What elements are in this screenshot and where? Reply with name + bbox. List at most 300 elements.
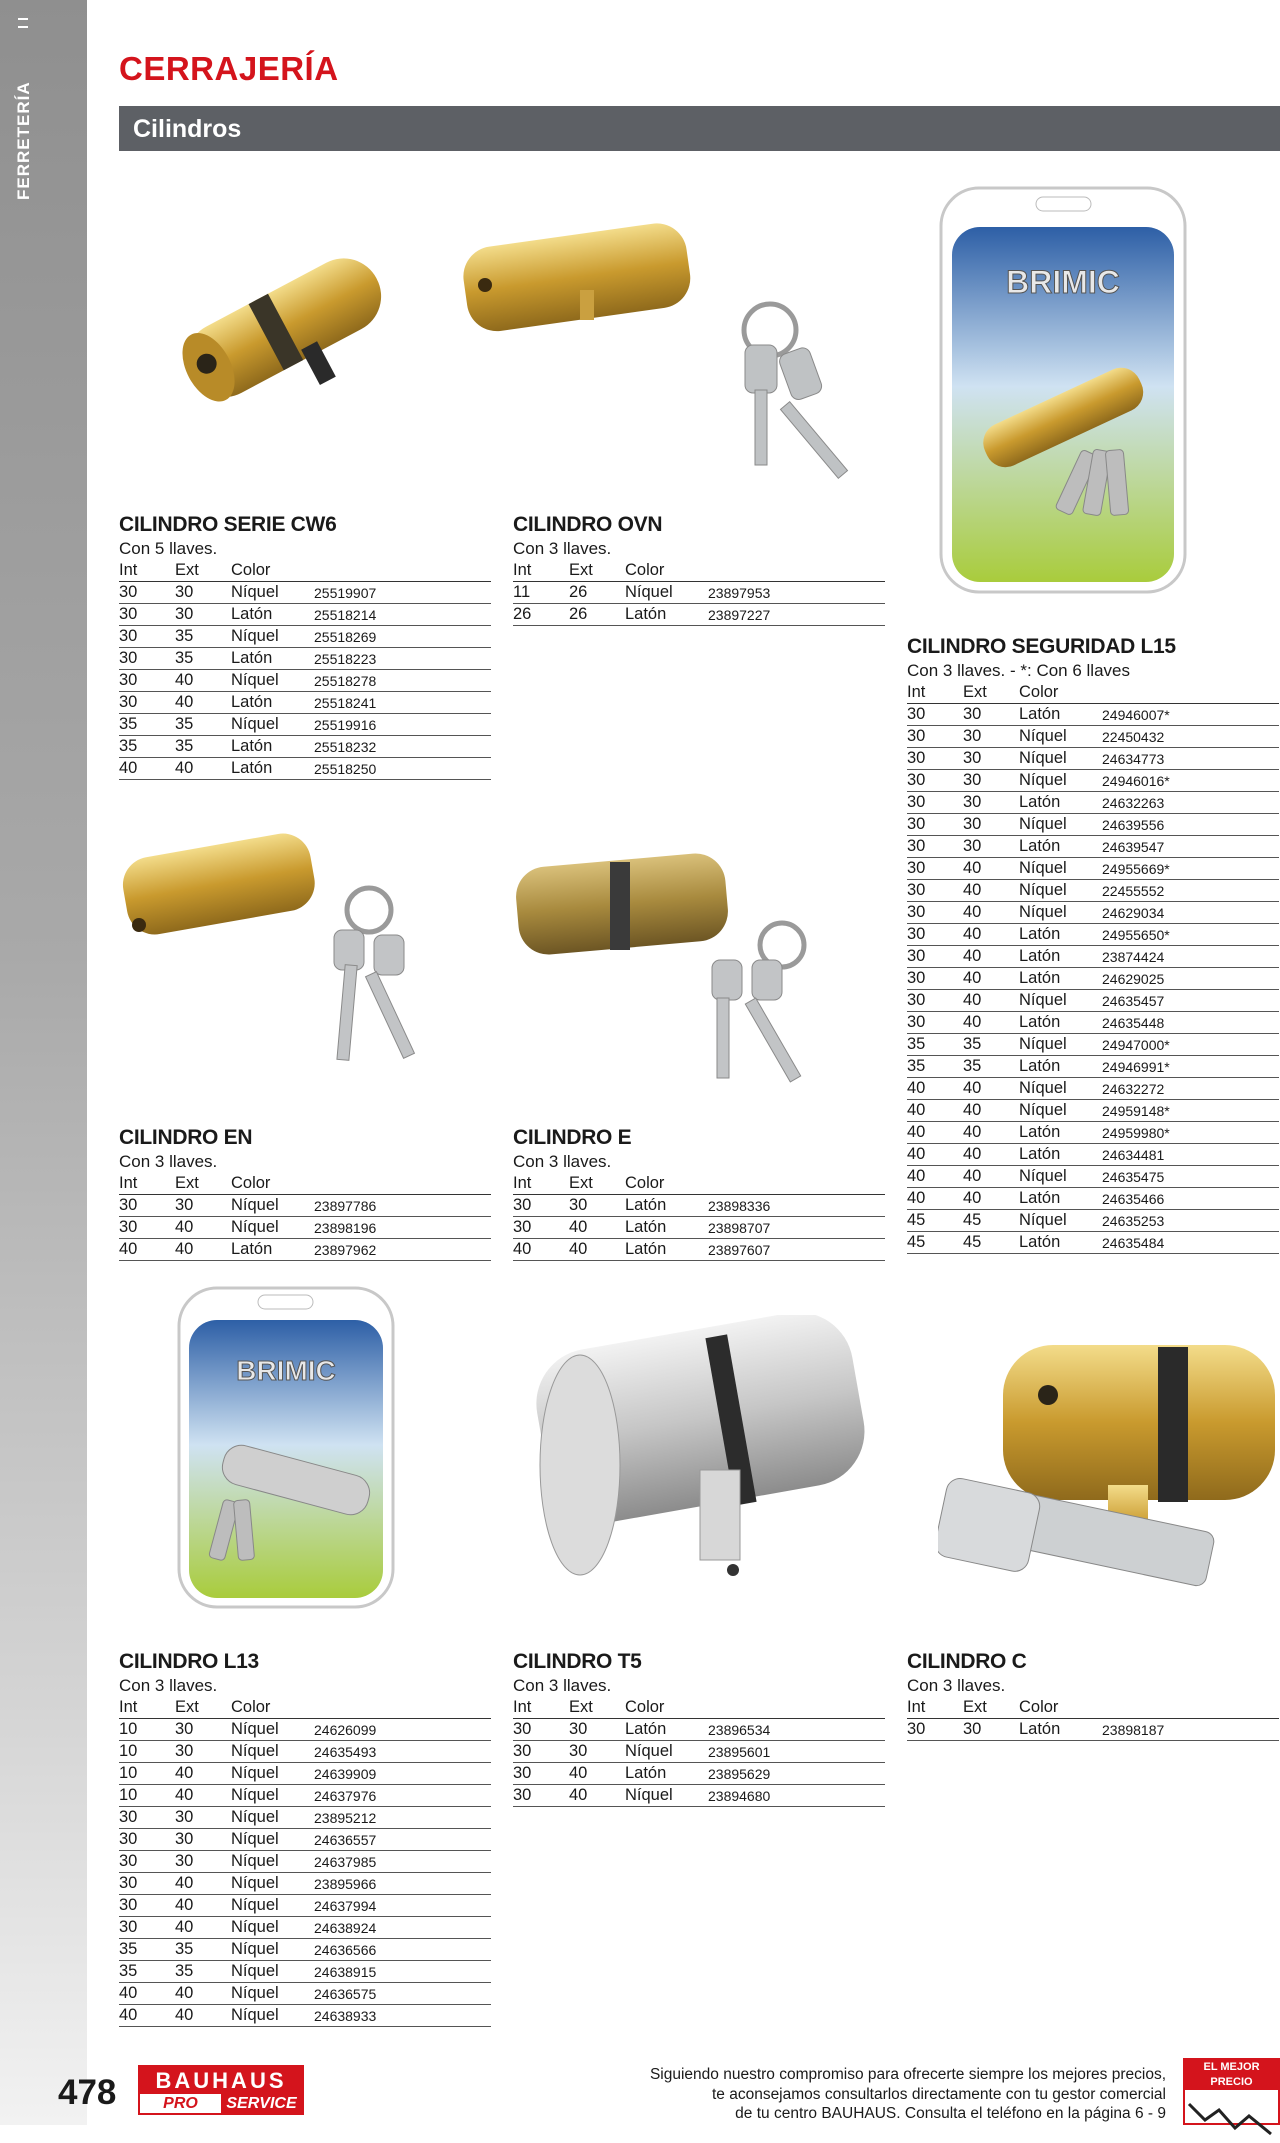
cell-code: 24629034 [1102,902,1279,924]
cell-color: Latón [1019,704,1102,726]
table-row [907,1188,1279,1210]
column-header-ext: Ext [569,1697,625,1719]
cell-color: Níquel [1019,1100,1102,1122]
column-header-color: Color [625,560,708,582]
cell-int: 30 [907,880,963,902]
cell-color: Níquel [231,1719,314,1741]
column-header-int: Int [119,1697,175,1719]
cell-int: 10 [119,1719,175,1741]
cell-code: 24959980* [1102,1122,1279,1144]
cell-code: 23897962 [314,1239,491,1261]
product-description: Con 3 llaves. - *: Con 6 llaves [907,661,1130,680]
cell-ext: 40 [963,1188,1019,1210]
packaging-l15-image [938,185,1188,595]
cell-color: Níquel [1019,902,1102,924]
product-cilindro-c [907,1649,1279,1741]
cell-code: 23897953 [708,582,885,604]
cell-int: 30 [513,1785,569,1807]
cell-code: 24636566 [314,1939,491,1961]
cell-code: 24638924 [314,1917,491,1939]
cell-int: 10 [119,1785,175,1807]
cell-code: 25518241 [314,692,491,714]
table-row [907,1166,1279,1188]
cell-code: 24955650* [1102,924,1279,946]
product-cilindro-l13 [119,1649,491,2027]
product-description: Con 3 llaves. [119,1676,218,1695]
cell-code: 24639909 [314,1763,491,1785]
table-row [119,1195,491,1217]
cell-ext: 30 [963,704,1019,726]
cell-code: 23895601 [708,1741,885,1763]
column-header-color: Color [625,1697,708,1719]
cell-ext: 30 [963,770,1019,792]
cell-code: 24635475 [1102,1166,1279,1188]
cell-color: Latón [1019,836,1102,858]
cell-int: 35 [119,736,175,758]
column-header-color: Color [231,1697,314,1719]
cell-code: 23898196 [314,1217,491,1239]
cell-code: 23895966 [314,1873,491,1895]
cell-ext: 40 [963,1012,1019,1034]
cell-code: 25518223 [314,648,491,670]
cell-int: 40 [119,2005,175,2027]
cell-ext: 40 [175,1895,231,1917]
cell-ext: 40 [175,1239,231,1261]
brimic-logo: BRIMIC [236,1355,336,1386]
cell-code: 24636557 [314,1829,491,1851]
cell-color: Níquel [231,1195,314,1217]
cell-color: Níquel [231,1961,314,1983]
cell-ext: 40 [963,1166,1019,1188]
badge-label: EL MEJOR PRECIO [1185,2060,1278,2090]
cell-ext: 30 [963,836,1019,858]
column-header-code [1102,1697,1279,1719]
cell-int: 30 [119,1895,175,1917]
cell-code: 23896534 [708,1719,885,1741]
product-table [119,1697,491,2027]
cell-int: 30 [907,770,963,792]
table-row [907,726,1279,748]
cell-color: Latón [231,604,314,626]
column-header-code [708,560,885,582]
cell-code: 24635493 [314,1741,491,1763]
cell-int: 30 [119,1195,175,1217]
product-table [119,1173,491,1261]
column-header-int: Int [513,1697,569,1719]
product-description: Con 5 llaves. [119,539,218,558]
logo-brand: BAUHAUS [138,2065,304,2092]
table-row [119,1741,491,1763]
cell-ext: 30 [963,1719,1019,1741]
cell-code: 23897607 [708,1239,885,1261]
cell-color: Latón [625,604,708,626]
cell-code: 24635466 [1102,1188,1279,1210]
table-header [907,1697,1279,1719]
table-row [119,1939,491,1961]
price-chart-icon [1185,2090,1278,2138]
table-row [119,1895,491,1917]
table-row [119,1851,491,1873]
cell-code: 24635457 [1102,990,1279,1012]
cell-int: 40 [907,1166,963,1188]
table-header [513,1697,885,1719]
cell-color: Níquel [1019,1210,1102,1232]
table-row [119,604,491,626]
cell-int: 30 [907,792,963,814]
table-header [513,1173,885,1195]
table-header [907,682,1279,704]
section-title: Cilindros [133,115,242,143]
cell-ext: 30 [175,1851,231,1873]
cell-color: Latón [1019,946,1102,968]
cell-color: Níquel [231,1829,314,1851]
cell-int: 35 [119,714,175,736]
cell-color: Níquel [625,1785,708,1807]
table-row [119,670,491,692]
cell-color: Níquel [231,1785,314,1807]
table-row [119,692,491,714]
table-row [907,1012,1279,1034]
cell-int: 30 [119,626,175,648]
cell-code: 24635448 [1102,1012,1279,1034]
product-cilindro-seguridad-l15 [907,634,1279,1254]
product-description: Con 3 llaves. [513,539,612,558]
cell-color: Latón [625,1719,708,1741]
cell-code: 24635484 [1102,1232,1279,1254]
product-table [907,1697,1279,1741]
cell-code: 24638933 [314,2005,491,2027]
cell-color: Níquel [231,1851,314,1873]
cell-ext: 30 [963,748,1019,770]
cell-int: 40 [907,1144,963,1166]
cell-int: 40 [119,758,175,780]
cell-color: Níquel [1019,814,1102,836]
footer-note: Siguiendo nuestro compromiso para ofrecerte siempre los mejores precios, te aconsejamos consultarlos directamente con tu gestor comercial de tu centro BAUHAUS. Consulta el teléfono en la página 6 - 9 [649,2066,1166,2122]
cell-color: Níquel [231,1873,314,1895]
cell-color: Níquel [231,1217,314,1239]
cell-ext: 40 [963,1122,1019,1144]
cell-color: Níquel [1019,726,1102,748]
cell-int: 30 [119,670,175,692]
table-header [119,1173,491,1195]
column-header-ext: Ext [175,560,231,582]
cell-ext: 40 [963,880,1019,902]
cell-code: 24959148* [1102,1100,1279,1122]
table-row [907,880,1279,902]
cell-int: 30 [907,704,963,726]
table-row [119,1983,491,2005]
column-header-color: Color [1019,682,1102,704]
product-description: Con 3 llaves. [513,1152,612,1171]
cell-code: 23895212 [314,1807,491,1829]
cell-int: 35 [119,1939,175,1961]
cell-color: Níquel [625,582,708,604]
table-row [907,1232,1279,1254]
table-row [907,1078,1279,1100]
table-row [513,582,885,604]
cell-int: 30 [513,1741,569,1763]
product-table [513,1173,885,1261]
cell-ext: 40 [963,1078,1019,1100]
product-table [907,682,1279,1254]
table-row [907,858,1279,880]
cylinder-c-image [938,1335,1280,1610]
cell-code: 24635253 [1102,1210,1279,1232]
cell-code: 24637994 [314,1895,491,1917]
cell-color: Latón [1019,968,1102,990]
cell-int: 40 [907,1188,963,1210]
table-row [907,1100,1279,1122]
table-row [119,1239,491,1261]
cell-int: 30 [513,1217,569,1239]
cell-int: 30 [119,604,175,626]
table-row [907,792,1279,814]
table-row [907,1056,1279,1078]
table-row [119,1719,491,1741]
cell-ext: 30 [963,792,1019,814]
cell-color: Níquel [1019,770,1102,792]
cell-ext: 26 [569,582,625,604]
cell-color: Níquel [1019,858,1102,880]
cell-color: Níquel [231,670,314,692]
cell-code: 25519907 [314,582,491,604]
page-number: 478 [58,2073,117,2112]
table-row [119,1785,491,1807]
cell-color: Latón [1019,1188,1102,1210]
table-row [907,1144,1279,1166]
cylinder-en-image [119,825,491,1080]
product-table [513,560,885,626]
column-header-ext: Ext [569,560,625,582]
column-header-code [708,1697,885,1719]
cell-ext: 30 [963,726,1019,748]
cell-int: 30 [119,1807,175,1829]
cell-ext: 40 [175,2005,231,2027]
cell-int: 30 [907,726,963,748]
cell-code: 24946007* [1102,704,1279,726]
cell-color: Níquel [231,1939,314,1961]
table-row [907,704,1279,726]
cell-int: 30 [907,748,963,770]
cell-ext: 35 [175,714,231,736]
cell-color: Níquel [231,1741,314,1763]
cell-int: 35 [119,1961,175,1983]
cell-code: 24955669* [1102,858,1279,880]
cell-int: 30 [119,648,175,670]
column-header-color: Color [231,560,314,582]
cell-int: 30 [907,836,963,858]
cell-code: 23894680 [708,1785,885,1807]
cell-code: 24946016* [1102,770,1279,792]
cell-int: 45 [907,1232,963,1254]
cell-ext: 40 [175,670,231,692]
cell-color: Latón [1019,1719,1102,1741]
cell-int: 30 [119,1873,175,1895]
table-header [119,560,491,582]
best-price-badge [1183,2058,1280,2125]
product-title: CILINDRO EN [119,1126,253,1149]
cell-int: 45 [907,1210,963,1232]
column-header-ext: Ext [963,1697,1019,1719]
cell-ext: 40 [963,968,1019,990]
cell-ext: 40 [569,1217,625,1239]
cell-ext: 35 [175,626,231,648]
cell-ext: 30 [175,1195,231,1217]
cell-ext: 45 [963,1232,1019,1254]
cell-ext: 35 [963,1034,1019,1056]
table-header [119,1697,491,1719]
cell-int: 30 [907,1012,963,1034]
cell-code: 24634773 [1102,748,1279,770]
cell-code: 24636575 [314,1983,491,2005]
table-row [907,748,1279,770]
cell-code: 23898187 [1102,1719,1279,1741]
cell-color: Níquel [231,1895,314,1917]
cell-ext: 30 [175,1741,231,1763]
cell-code: 24632272 [1102,1078,1279,1100]
cell-code: 24946991* [1102,1056,1279,1078]
table-row [119,2005,491,2027]
cell-code: 24629025 [1102,968,1279,990]
table-row [907,902,1279,924]
cell-code: 25518250 [314,758,491,780]
column-header-int: Int [907,1697,963,1719]
cell-ext: 40 [963,924,1019,946]
cell-color: Latón [231,1239,314,1261]
cell-ext: 40 [175,1785,231,1807]
cell-ext: 30 [569,1719,625,1741]
column-header-code [708,1173,885,1195]
cell-int: 10 [119,1741,175,1763]
table-row [119,1763,491,1785]
cell-int: 30 [119,1217,175,1239]
cell-int: 35 [907,1034,963,1056]
cell-ext: 40 [569,1763,625,1785]
cell-int: 30 [907,946,963,968]
cell-int: 30 [119,692,175,714]
cell-ext: 35 [175,736,231,758]
table-row [907,1210,1279,1232]
cell-int: 30 [907,1719,963,1741]
cell-code: 22450432 [1102,726,1279,748]
cell-code: 25518269 [314,626,491,648]
column-header-color: Color [231,1173,314,1195]
column-header-int: Int [119,560,175,582]
cell-color: Níquel [231,714,314,736]
cell-ext: 45 [963,1210,1019,1232]
product-title: CILINDRO E [513,1126,632,1149]
product-table [119,560,491,780]
cell-color: Latón [625,1239,708,1261]
cell-code: 24634481 [1102,1144,1279,1166]
cell-code: 23897227 [708,604,885,626]
cylinder-t5-image [535,1315,865,1600]
product-title: CILINDRO L13 [119,1650,259,1673]
table-row [907,1122,1279,1144]
cell-ext: 35 [175,1961,231,1983]
cell-color: Latón [1019,1144,1102,1166]
table-row [907,946,1279,968]
sidebar-strip [0,0,87,2125]
cell-ext: 30 [175,1807,231,1829]
table-row [907,1034,1279,1056]
cell-color: Latón [1019,1122,1102,1144]
table-row [119,714,491,736]
table-row [513,1195,885,1217]
logo-pro: PRO [163,2095,198,2112]
table-row [513,1239,885,1261]
cell-int: 30 [907,968,963,990]
product-title: CILINDRO OVN [513,513,663,536]
product-cilindro-t5 [513,1649,885,1807]
product-description: Con 3 llaves. [119,1152,218,1171]
cell-color: Níquel [1019,990,1102,1012]
table-row [119,1807,491,1829]
cell-int: 40 [907,1100,963,1122]
brimic-logo: BRIMIC [1006,264,1120,300]
cylinder-ovn-image [460,195,930,485]
cell-ext: 30 [175,604,231,626]
cell-int: 30 [119,582,175,604]
cell-color: Níquel [231,1983,314,2005]
cell-code: 23895629 [708,1763,885,1785]
cell-color: Latón [231,736,314,758]
cell-ext: 30 [175,1829,231,1851]
cell-color: Níquel [231,1917,314,1939]
cell-color: Níquel [1019,880,1102,902]
cell-ext: 35 [175,1939,231,1961]
cell-color: Níquel [1019,748,1102,770]
cell-color: Latón [1019,1012,1102,1034]
cell-int: 30 [119,1851,175,1873]
cell-int: 11 [513,582,569,604]
cell-ext: 40 [963,1100,1019,1122]
cylinder-cw6-image [170,205,400,455]
cell-ext: 30 [963,814,1019,836]
cell-int: 30 [907,902,963,924]
cell-ext: 35 [963,1056,1019,1078]
cell-int: 30 [907,990,963,1012]
cell-color: Latón [231,758,314,780]
table-row [119,1873,491,1895]
column-header-ext: Ext [175,1697,231,1719]
logo-service: SERVICE [221,2094,302,2113]
cell-color: Latón [625,1195,708,1217]
cell-ext: 40 [569,1239,625,1261]
cell-ext: 40 [175,692,231,714]
cell-ext: 40 [175,1917,231,1939]
cell-code: 24626099 [314,1719,491,1741]
column-header-ext: Ext [569,1173,625,1195]
cell-ext: 40 [175,1873,231,1895]
product-title: CILINDRO T5 [513,1650,642,1673]
page-title: CERRAJERÍA [119,50,339,87]
product-cilindro-serie-cw6 [119,512,491,780]
cell-int: 30 [907,924,963,946]
cell-color: Níquel [231,582,314,604]
cell-code: 24947000* [1102,1034,1279,1056]
cell-ext: 30 [175,1719,231,1741]
table-row [119,758,491,780]
cell-ext: 35 [175,648,231,670]
cell-int: 40 [907,1122,963,1144]
table-row [513,1217,885,1239]
menu-icon [18,18,28,28]
table-row [513,1763,885,1785]
column-header-ext: Ext [963,682,1019,704]
table-row [119,582,491,604]
cell-int: 10 [119,1763,175,1785]
